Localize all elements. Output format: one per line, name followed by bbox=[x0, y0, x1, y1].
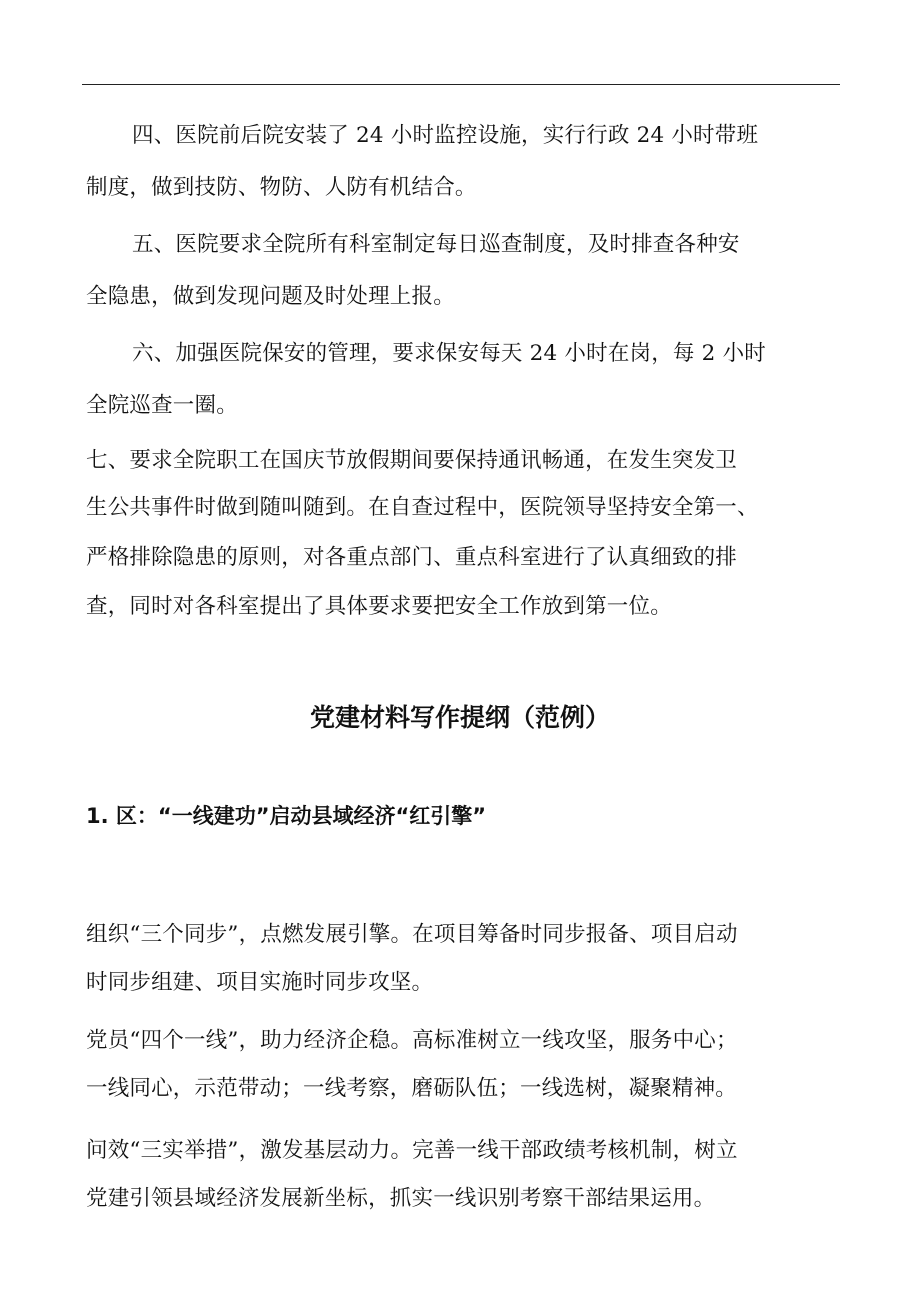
item-3-line-1: 问效“三实举措”，激发基层动力。完善一线干部政绩考核机制，树立 bbox=[86, 1138, 738, 1163]
section-title: 党建材料写作提纲（范例） bbox=[309, 703, 610, 732]
paragraph-7-line-1: 七、要求全院职工在国庆节放假期间要保持通讯畅通，在发生突发卫 bbox=[86, 448, 738, 473]
item-2-line-2: 一线同心，示范带动；一线考察，磨砺队伍；一线选树，凝聚精神。 bbox=[86, 1076, 738, 1101]
paragraph-4-line-1: 四、医院前后院安装了 24 小时监控设施，实行行政 24 小时带班 bbox=[132, 123, 759, 148]
paragraph-5-line-2: 全隐患，做到发现问题及时处理上报。 bbox=[86, 284, 455, 309]
section-1-heading: 1. 区：“一线建功”启动县域经济“红引擎” bbox=[86, 804, 487, 828]
item-2-line-1: 党员“四个一线”，助力经济企稳。高标准树立一线攻坚，服务中心； bbox=[86, 1028, 738, 1053]
paragraph-6-line-2: 全院巡查一圈。 bbox=[86, 393, 238, 418]
item-1-line-2: 时同步组建、项目实施时同步攻坚。 bbox=[86, 970, 434, 995]
item-3-line-2: 党建引领县域经济发展新坐标，抓实一线识别考察干部结果运用。 bbox=[86, 1186, 716, 1211]
item-1-line-1: 组织“三个同步”，点燃发展引擎。在项目筹备时同步报备、项目启动 bbox=[86, 922, 738, 947]
paragraph-6-line-1: 六、加强医院保安的管理，要求保安每天 24 小时在岗，每 2 小时 bbox=[132, 341, 766, 366]
paragraph-4-line-2: 制度，做到技防、物防、人防有机结合。 bbox=[86, 175, 477, 200]
header-rule bbox=[82, 84, 840, 85]
paragraph-7-line-4: 查，同时对各科室提出了具体要求要把安全工作放到第一位。 bbox=[86, 594, 672, 619]
paragraph-7-line-3: 严格排除隐患的原则，对各重点部门、重点科室进行了认真细致的排 bbox=[86, 545, 738, 570]
paragraph-5-line-1: 五、医院要求全院所有科室制定每日巡查制度，及时排查各种安 bbox=[132, 232, 740, 257]
paragraph-7-line-2: 生公共事件时做到随叫随到。在自查过程中，医院领导坚持安全第一、 bbox=[86, 495, 759, 520]
